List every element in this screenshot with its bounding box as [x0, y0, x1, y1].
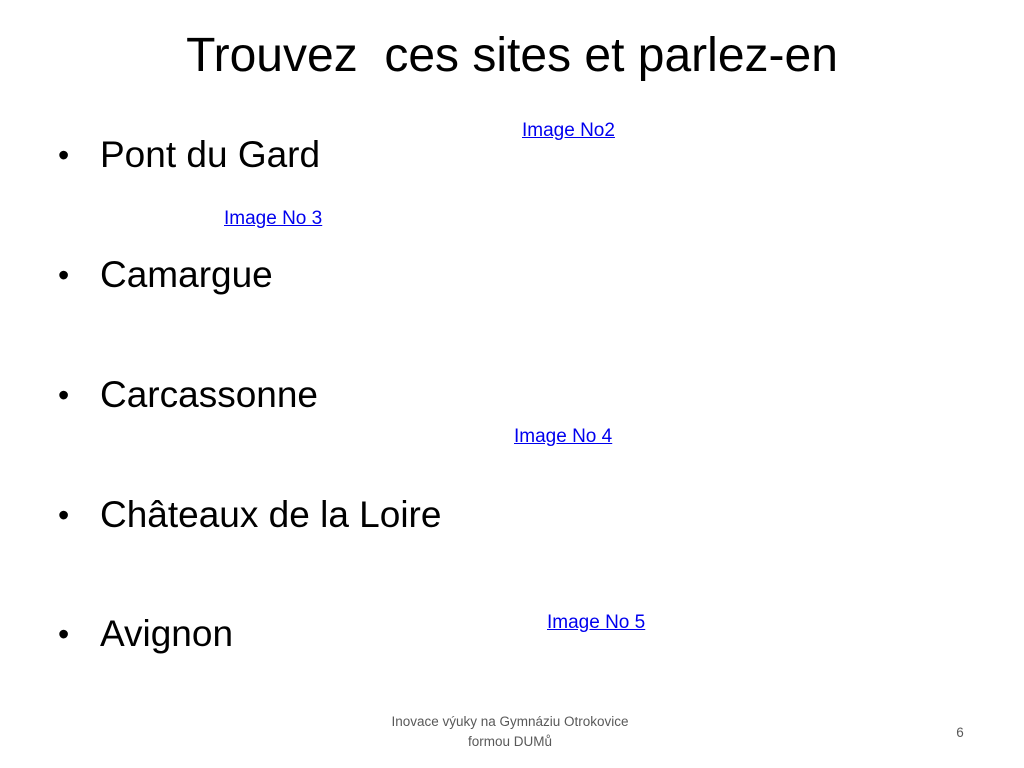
- bullet-label: Camargue: [100, 254, 273, 295]
- bullet-label: Pont du Gard: [100, 134, 321, 175]
- bullet-item-pont-du-gard: [58, 133, 320, 177]
- bullet-label: Carcassonne: [100, 374, 319, 415]
- footer-line-2: formou DUMů: [467, 734, 553, 749]
- bullet-icon: •: [58, 137, 70, 173]
- page-number: 6: [956, 725, 964, 740]
- slide-title: Trouvez ces sites et parlez-en: [186, 29, 838, 82]
- footer: [340, 712, 680, 752]
- bullet-item-carcassonne: [58, 373, 318, 417]
- image-no4-link[interactable]: Image No 4: [514, 426, 613, 447]
- image-no3-link[interactable]: Image No 3: [224, 208, 323, 229]
- bullet-icon: •: [58, 257, 70, 293]
- bullet-item-avignon: [58, 612, 233, 656]
- bullet-icon: •: [58, 497, 70, 533]
- image-no5-link[interactable]: Image No 5: [547, 612, 646, 633]
- bullet-icon: •: [58, 616, 70, 652]
- footer-line-1: Inovace výuky na Gymnáziu Otrokovice: [391, 714, 629, 729]
- bullet-icon: •: [58, 377, 70, 413]
- bullet-label: Avignon: [100, 613, 234, 654]
- bullet-item-camargue: [58, 253, 273, 297]
- image-no2-link[interactable]: Image No2: [522, 120, 615, 141]
- bullet-label: Châteaux de la Loire: [100, 494, 442, 535]
- bullet-item-chateaux-de-la-loire: [58, 493, 441, 537]
